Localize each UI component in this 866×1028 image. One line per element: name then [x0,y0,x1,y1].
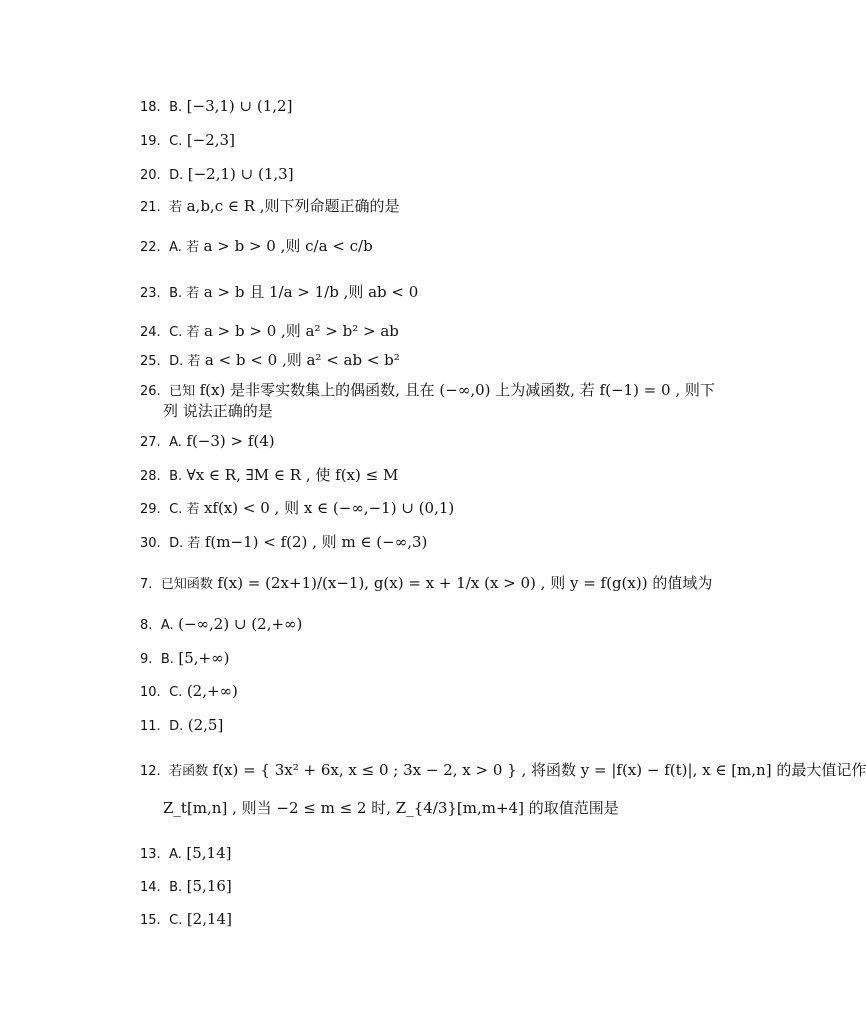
item-number: 21. [140,200,161,215]
item-math: 列 说法正确的是 [163,402,273,420]
item-math: a > b > 0 ,则 a² > b² > ab [203,322,399,340]
item-math: f(x) = { 3x² + 6x, x ≤ 0 ; 3x − 2, x > 0 } , 将函数 y = |f(x) − f(t)|, x ∈ [m,n] 的最大值记作 [212,761,866,779]
item-number: 7. [140,577,153,592]
item-label: 若 [169,200,183,215]
item-number: 26. [140,384,161,399]
item-20 [140,164,294,186]
item-13 [140,843,232,865]
item-math: (−∞,2) ∪ (2,+∞) [178,615,303,633]
item-23 [140,282,418,304]
item-label: B. [169,100,183,115]
item-label: A. [160,618,174,633]
item-number: 22. [140,240,161,255]
item-30 [140,532,427,554]
item-math: (2,5] [187,716,224,734]
item-label: D. 若 [169,536,201,551]
item-math: [2,14] [186,910,232,928]
item-label: C. [169,685,183,700]
item-number: 20. [140,168,161,183]
item-math: xf(x) < 0 , 则 x ∈ (−∞,−1) ∪ (0,1) [203,499,455,517]
item-number: 25. [140,354,161,369]
item-number: 9. [140,652,153,667]
item-27 [140,431,275,453]
item-math: f(m−1) < f(2) , 则 m ∈ (−∞,3) [204,533,428,551]
item-label: C. [169,913,183,928]
item-label: C. 若 [169,325,200,340]
item-label: A. 若 [169,240,200,255]
item-28 [140,465,398,487]
item-math: [−2,3] [186,131,235,149]
item-label: C. [169,134,183,149]
item-label: 已知 [169,384,196,399]
item-number: 27. [140,435,161,450]
item-8 [140,614,302,636]
item-label: B. [169,880,183,895]
item-14 [140,876,232,898]
item-number: 28. [140,469,161,484]
item-label: D. [169,168,184,183]
item-label: D. [169,719,184,734]
item-math: Z_t[m,n] , 则当 −2 ≤ m ≤ 2 时, Z_{4/3}[m,m+4] 的取值范围是 [163,799,619,817]
item-label: D. 若 [169,354,201,369]
item-21 [140,196,400,218]
item-number: 24. [140,325,161,340]
item-number: 29. [140,502,161,517]
item-number: 18. [140,100,161,115]
item-math: a,b,c ∈ R ,则下列命题正确的是 [186,197,400,215]
item-math: [5,14] [186,844,232,862]
item-math: f(x) = (2x+1)/(x−1), g(x) = x + 1/x (x > 0) , 则 y = f(g(x)) 的值域为 [217,574,713,592]
item-29 [140,498,454,520]
item-label: 已知函数 [160,577,213,592]
item-18 [140,96,292,118]
item-math: [−3,1) ∪ (1,2] [186,97,293,115]
item-number: 8. [140,618,153,633]
item-number: 14. [140,880,161,895]
item-label: A. [169,847,182,862]
item-math: [5,+∞) [178,649,230,667]
item-26-continuation [163,401,273,422]
item-number: 10. [140,685,161,700]
item-number: 13. [140,847,161,862]
item-number: 23. [140,286,161,301]
item-math: a < b < 0 ,则 a² < ab < b² [204,351,400,369]
item-10 [140,681,238,703]
item-math: a > b > 0 ,则 c/a < c/b [203,237,373,255]
item-math: (2,+∞) [186,682,238,700]
item-math: f(−3) > f(4) [186,432,275,450]
item-11 [140,715,223,737]
item-label: 若函数 [169,764,209,779]
item-math: [5,16] [186,877,232,895]
item-number: 19. [140,134,161,149]
item-22 [140,236,373,258]
item-label: B. [160,652,174,667]
item-9 [140,648,229,670]
item-math: a > b 且 1/a > 1/b ,则 ab < 0 [203,283,419,301]
item-25 [140,350,400,372]
item-7 [140,573,712,595]
item-12 [140,760,866,782]
item-label: B. [169,469,183,484]
item-number: 11. [140,719,161,734]
item-19 [140,130,235,152]
item-number: 15. [140,913,161,928]
item-number: 12. [140,764,161,779]
item-math: f(x) 是非零实数集上的偶函数, 且在 (−∞,0) 上为减函数, 若 f(−1) = 0 , 则下 [199,381,715,399]
item-label: C. 若 [169,502,200,517]
item-label: A. [169,435,182,450]
item-math: ∀x ∈ R, ∃M ∈ R , 使 f(x) ≤ M [186,466,399,484]
item-26 [140,380,715,402]
item-15 [140,909,232,931]
item-math: [−2,1) ∪ (1,3] [187,165,294,183]
item-12-continuation [163,798,619,819]
item-label: B. 若 [169,286,200,301]
item-number: 30. [140,536,161,551]
item-24 [140,321,399,343]
